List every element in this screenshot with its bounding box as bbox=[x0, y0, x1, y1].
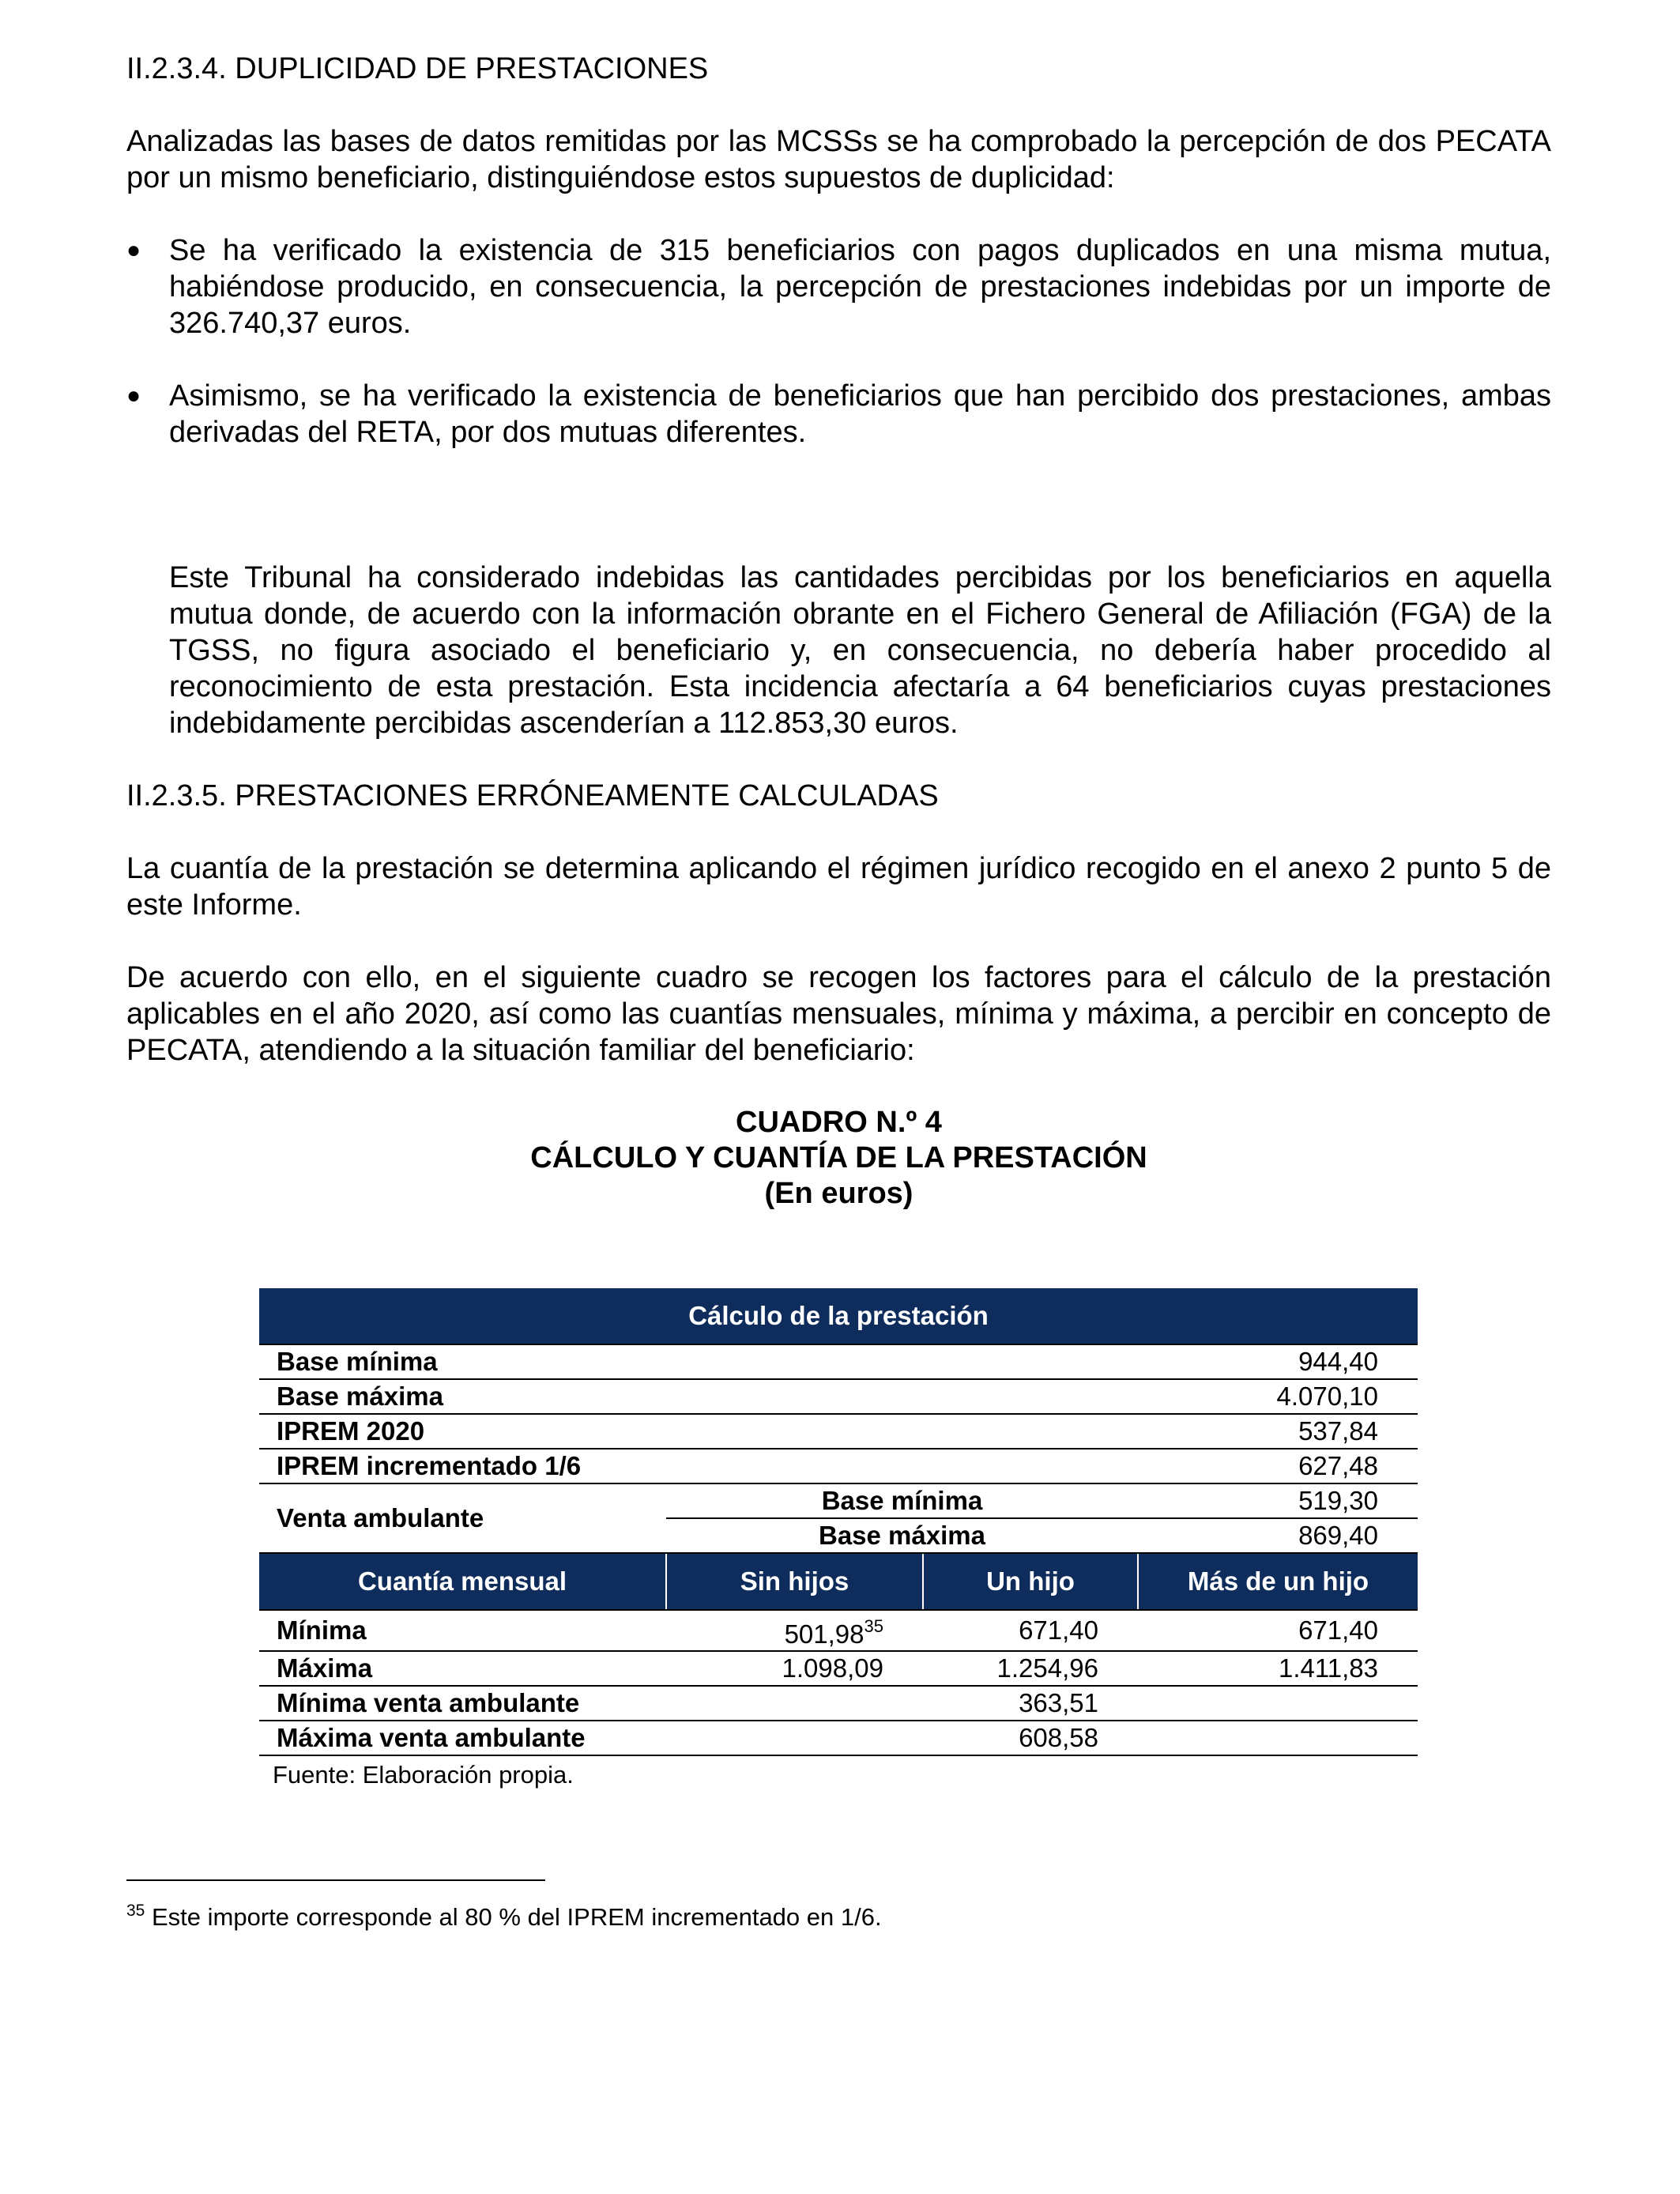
row-label: Máxima venta ambulante bbox=[259, 1721, 666, 1755]
paragraph-tribunal: Este Tribunal ha considerado indebidas las cantidades percibidas por los beneficiarios en aquella mutua donde, de acuerdo con la información obrante en el Fichero General de Afiliación (FGA) de la TGSS, no figura asociado el beneficiario y, en consecuencia, no debería haber procedido al reconocimiento de esta prestación. Esta incidencia afectaría a 64 beneficiarios cuyas prestaciones indebidamente percibidas ascenderían a 112.853,30 euros. bbox=[169, 561, 1551, 740]
header-mas-hijo: Más de un hijo bbox=[1138, 1553, 1418, 1610]
bullet-item: ● Asimismo, se ha verificado la existencia de beneficiarios que han percibido dos prestaciones, ambas derivadas del RETA, por dos mutuas diferentes. bbox=[126, 379, 1551, 449]
row-label: Mínima venta ambulante bbox=[259, 1686, 666, 1721]
header-cuantia: Cuantía mensual bbox=[259, 1553, 666, 1610]
cell-mas-hijo: 671,40 bbox=[1138, 1610, 1418, 1651]
table-header-row bbox=[259, 1288, 1418, 1344]
footnote-text: Este importe corresponde al 80 % del IPREM incrementado en 1/6. bbox=[151, 1903, 882, 1931]
venta-value: 869,40 bbox=[1138, 1518, 1418, 1553]
cell-un-hijo: 1.254,96 bbox=[923, 1651, 1138, 1686]
bullet-list bbox=[126, 232, 1551, 450]
row-value: 4.070,10 bbox=[666, 1379, 1418, 1414]
table-source: Fuente: Elaboración propia. bbox=[273, 1761, 574, 1789]
paragraph-intro: Analizadas las bases de datos remitidas por las MCSSs se ha comprobado la percepción de dos PECATA por un mismo beneficiario, distinguiéndose estos supuestos de duplicidad: bbox=[126, 125, 1551, 194]
table-caption-title: CÁLCULO Y CUANTÍA DE LA PRESTACIÓN bbox=[530, 1141, 1147, 1174]
row-label: Mínima bbox=[259, 1610, 666, 1651]
venta-sub-label: Base máxima bbox=[666, 1518, 1138, 1553]
prestacion-table bbox=[259, 1288, 1418, 1756]
footnote-ref: 35 bbox=[864, 1616, 883, 1636]
cell-sin-hijos: 1.098,09 bbox=[666, 1651, 923, 1686]
row-label: Máxima bbox=[259, 1651, 666, 1686]
row-value: 537,84 bbox=[666, 1414, 1418, 1449]
section-heading-calculadas: II.2.3.5. PRESTACIONES ERRÓNEAMENTE CALCULADAS bbox=[126, 779, 939, 812]
table-row bbox=[259, 1721, 1418, 1755]
header-calculo: Cálculo de la prestación bbox=[259, 1288, 1418, 1344]
table-row bbox=[259, 1414, 1418, 1449]
row-label: Base máxima bbox=[259, 1379, 666, 1414]
table-row bbox=[259, 1483, 1418, 1518]
header-un-hijo: Un hijo bbox=[923, 1553, 1138, 1610]
footnote-number: 35 bbox=[126, 1902, 145, 1920]
table-caption-number: CUADRO N.º 4 bbox=[736, 1106, 942, 1139]
table-row bbox=[259, 1651, 1418, 1686]
table-header-row bbox=[259, 1553, 1418, 1610]
footnote-divider bbox=[126, 1879, 545, 1881]
row-value: 627,48 bbox=[666, 1449, 1418, 1483]
venta-ambulante-label: Venta ambulante bbox=[259, 1483, 666, 1553]
paragraph-cuantia: La cuantía de la prestación se determina aplicando el régimen jurídico recogido en el anexo 2 punto 5 de este Informe. bbox=[126, 852, 1551, 922]
table-caption-units: (En euros) bbox=[764, 1177, 913, 1210]
table-row bbox=[259, 1686, 1418, 1721]
row-value: 608,58 bbox=[666, 1721, 1138, 1755]
paragraph-factores: De acuerdo con ello, en el siguiente cuadro se recogen los factores para el cálculo de la prestación aplicables en el año 2020, así como las cuantías mensuales, mínima y máxima, a percibir en concepto de PECATA, atendiendo a la situación familiar del beneficiario: bbox=[126, 961, 1551, 1067]
table-row bbox=[259, 1344, 1418, 1379]
venta-sub-label: Base mínima bbox=[666, 1483, 1138, 1518]
row-label: IPREM 2020 bbox=[259, 1414, 666, 1449]
row-value: 363,51 bbox=[666, 1686, 1138, 1721]
section-heading-duplicidad: II.2.3.4. DUPLICIDAD DE PRESTACIONES bbox=[126, 52, 709, 85]
document-body bbox=[126, 51, 1551, 1212]
cell-sin-hijos: 501,98$^{35}$ bbox=[666, 1610, 923, 1651]
header-sin-hijos: Sin hijos bbox=[666, 1553, 923, 1610]
row-label: Base mínima bbox=[259, 1344, 666, 1379]
row-value: 944,40 bbox=[666, 1344, 1418, 1379]
bullet-icon: ● bbox=[126, 237, 141, 263]
bullet-icon: ● bbox=[126, 383, 141, 409]
row-label: IPREM incrementado 1/6 bbox=[259, 1449, 666, 1483]
table-row bbox=[259, 1610, 1418, 1651]
cell-un-hijo: 671,40 bbox=[923, 1610, 1138, 1651]
venta-value: 519,30 bbox=[1138, 1483, 1418, 1518]
bullet-item: ● Se ha verificado la existencia de 315 beneficiarios con pagos duplicados en una misma mutua, habiéndose producido, en consecuencia, la percepción de prestaciones indebidas por un importe de 326.740,37 euros. bbox=[126, 234, 1551, 340]
table-row bbox=[259, 1379, 1418, 1414]
footnote bbox=[126, 1902, 882, 1932]
table-row bbox=[259, 1449, 1418, 1483]
cell-mas-hijo: 1.411,83 bbox=[1138, 1651, 1418, 1686]
